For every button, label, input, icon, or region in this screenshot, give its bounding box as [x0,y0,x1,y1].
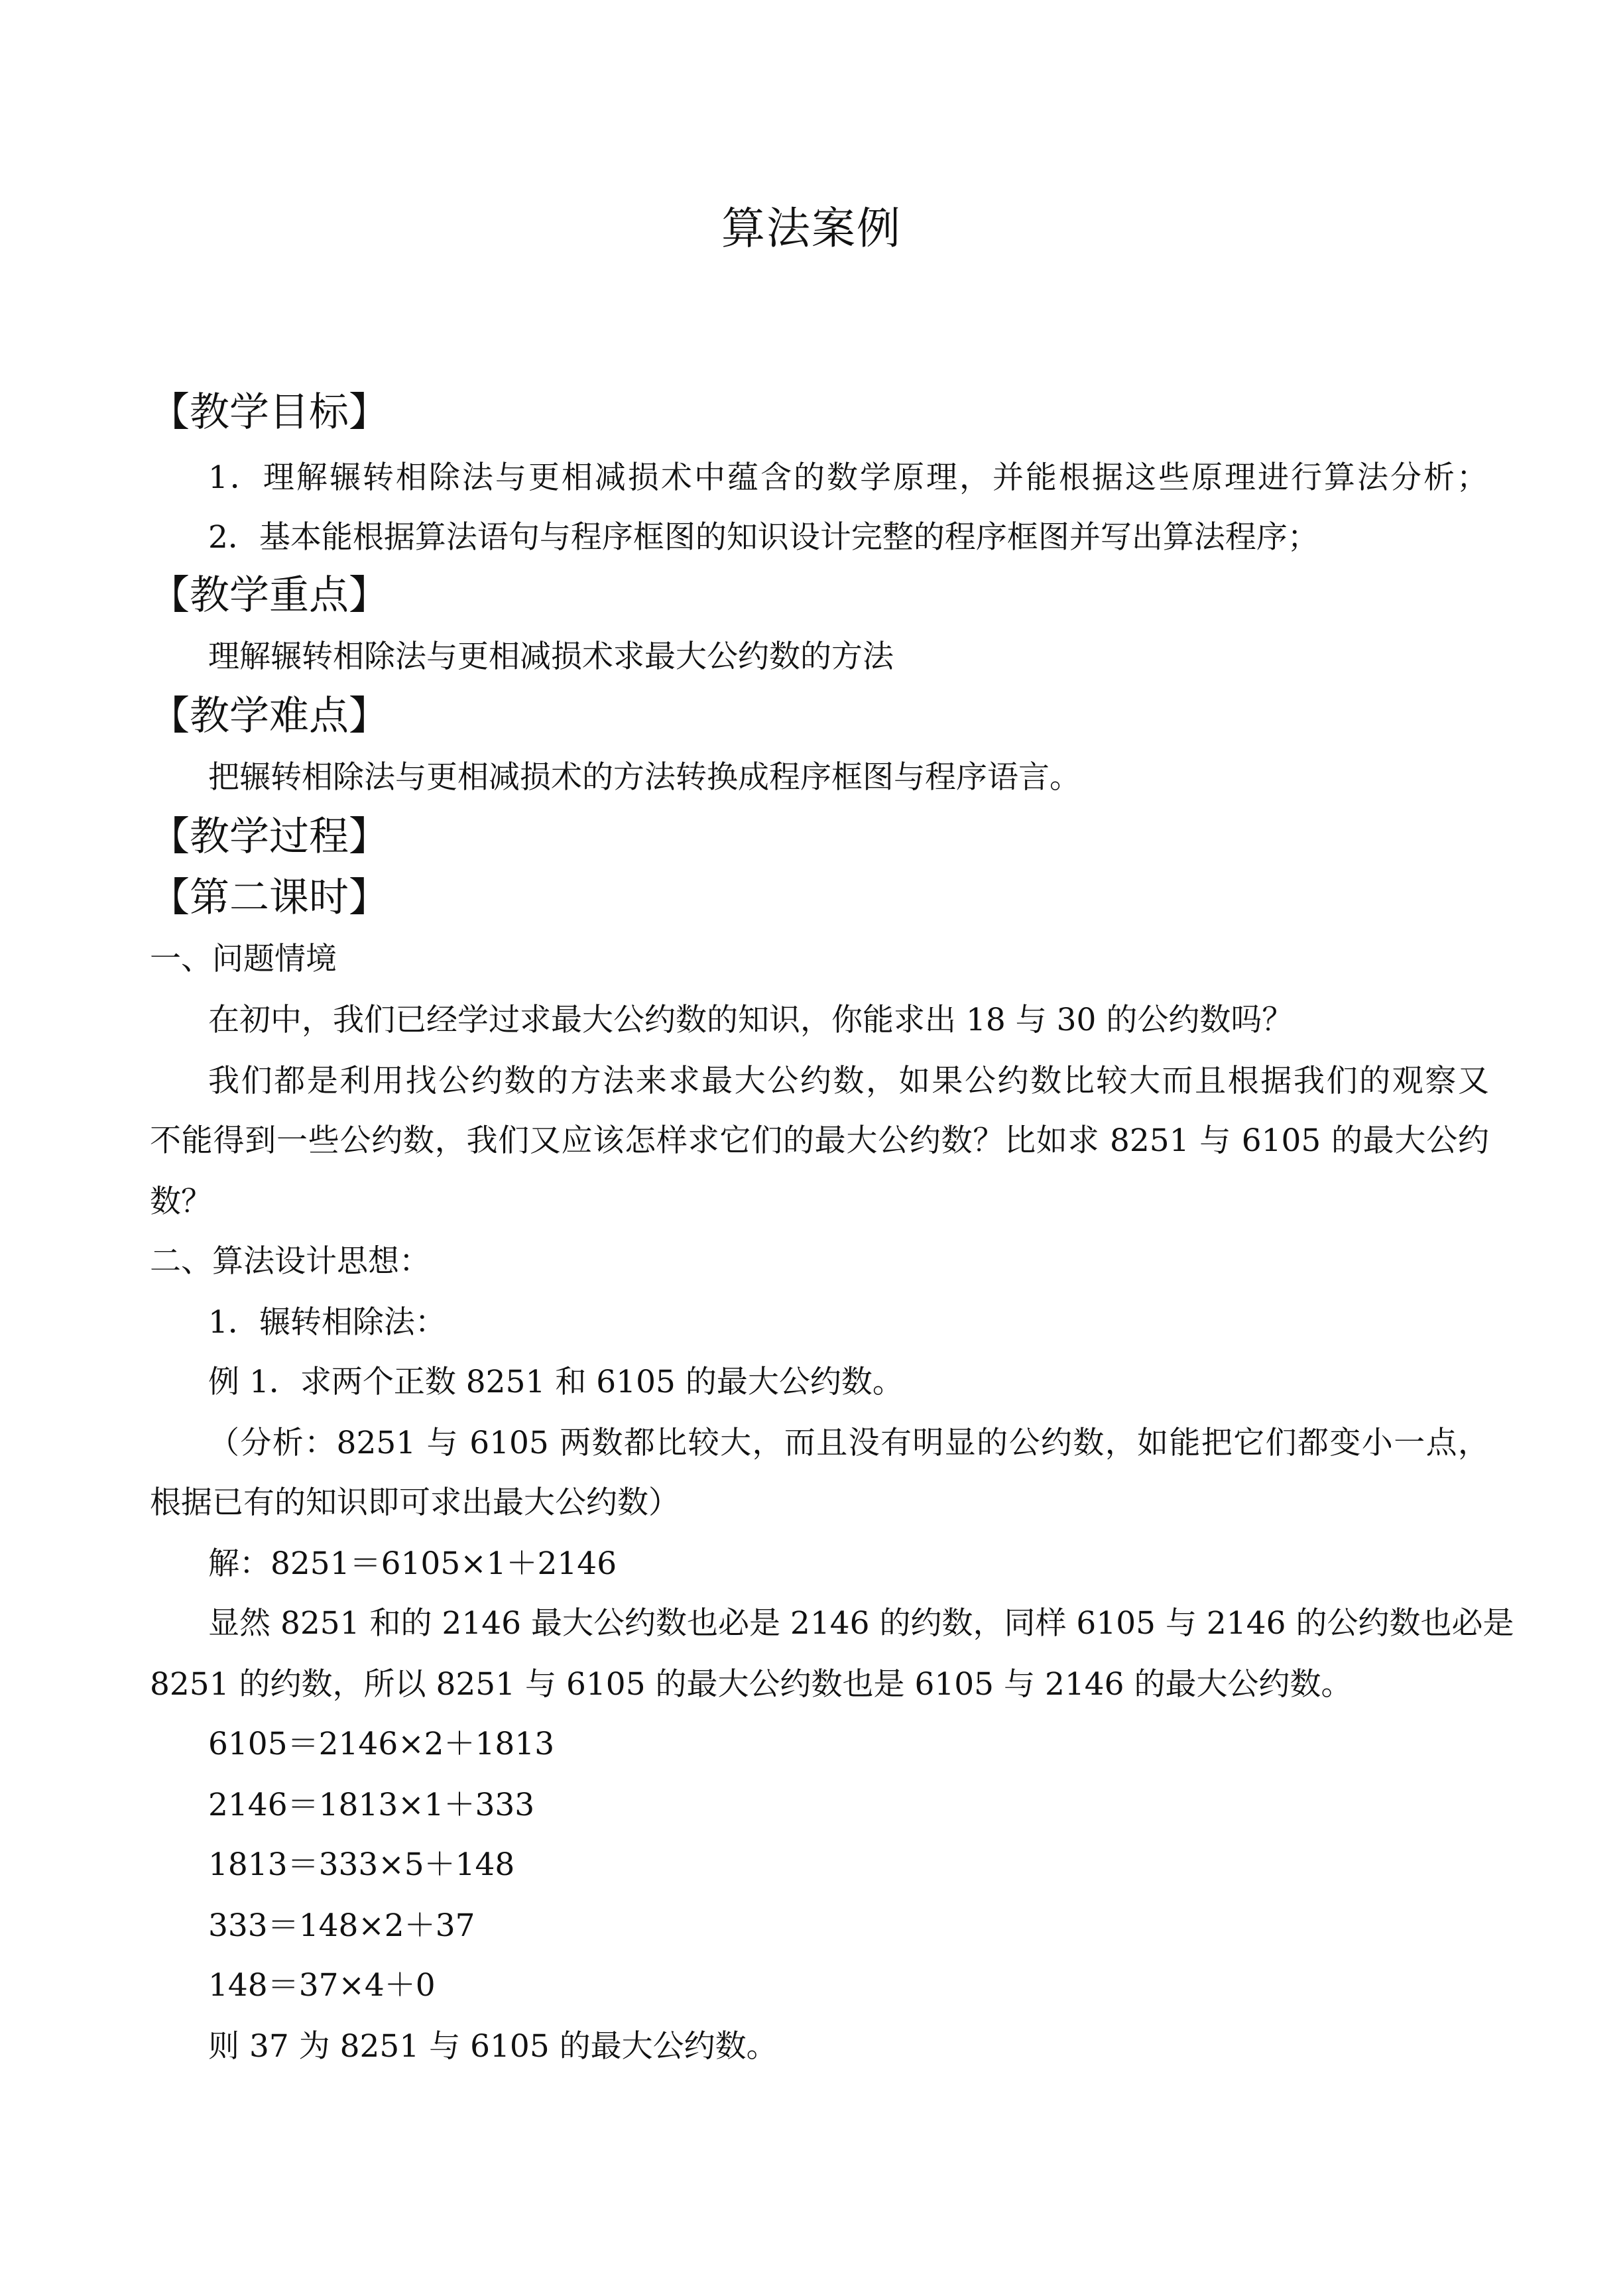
objective-2: 2．基本能根据算法语句与程序框图的知识设计完整的程序框图并写出算法程序； [208,519,1319,556]
heading-key-points: 【教学重点】 [150,572,389,619]
division-step-1: 6105＝2146×2＋1813 [208,1726,555,1762]
heading-second-lesson: 【第二课时】 [150,875,389,921]
example-1: 例 1．求两个正数 8251 和 6105 的最大公约数。 [208,1364,904,1400]
explanation-line-2: 8251 的约数，所以 8251 与 6105 的最大公约数也是 6105 与 2146 的最大公约数。 [150,1666,1352,1703]
analysis-line-1: （分析：8251 与 6105 两数都比较大，而且没有明显的公约数，如能把它们都变小一点， [208,1425,1489,1461]
solution-line: 解：8251＝6105×1＋2146 [208,1545,617,1582]
analysis-line-2: 根据已有的知识即可求出最大公约数） [150,1484,680,1521]
section-two-title: 二、算法设计思想： [150,1243,430,1280]
explanation-line-1: 显然 8251 和的 2146 最大公约数也必是 2146 的约数，同样 6105 与 2146 的公约数也必是 [208,1605,1514,1642]
difficulty-text: 把辗转相除法与更相减损术的方法转换成程序框图与程序语言。 [208,759,1081,796]
heading-process: 【教学过程】 [150,814,389,860]
division-step-4: 333＝148×2＋37 [208,1907,475,1944]
section-one-paragraph-2-line-2: 不能得到一些公约数，我们又应该怎样求它们的最大公约数？比如求 8251 与 6105 的最大公约 [150,1122,1489,1159]
section-one-title: 一、问题情境 [150,941,337,977]
objective-1: 1．理解辗转相除法与更相减损术中蕴含的数学原理，并能根据这些原理进行算法分析； [208,459,1488,496]
section-two-subtitle: 1．辗转相除法： [208,1304,446,1341]
document-title: 算法案例 [721,203,902,254]
section-one-paragraph-2-line-3: 数？ [150,1183,212,1220]
section-one-paragraph-1: 在初中，我们已经学过求最大公约数的知识，你能求出 18 与 30 的公约数吗？ [208,1002,1293,1038]
division-step-2: 2146＝1813×1＋333 [208,1787,535,1823]
section-one-paragraph-2-line-1: 我们都是利用找公约数的方法来求最大公约数，如果公约数比较大而且根据我们的观察又 [208,1063,1489,1099]
key-point-text: 理解辗转相除法与更相减损术求最大公约数的方法 [208,638,894,675]
division-step-3: 1813＝333×5＋148 [208,1846,515,1883]
heading-objectives: 【教学目标】 [150,389,389,436]
conclusion-line: 则 37 为 8251 与 6105 的最大公约数。 [208,2028,778,2065]
heading-difficulties: 【教学难点】 [150,693,389,739]
division-step-5: 148＝37×4＋0 [208,1967,436,2004]
